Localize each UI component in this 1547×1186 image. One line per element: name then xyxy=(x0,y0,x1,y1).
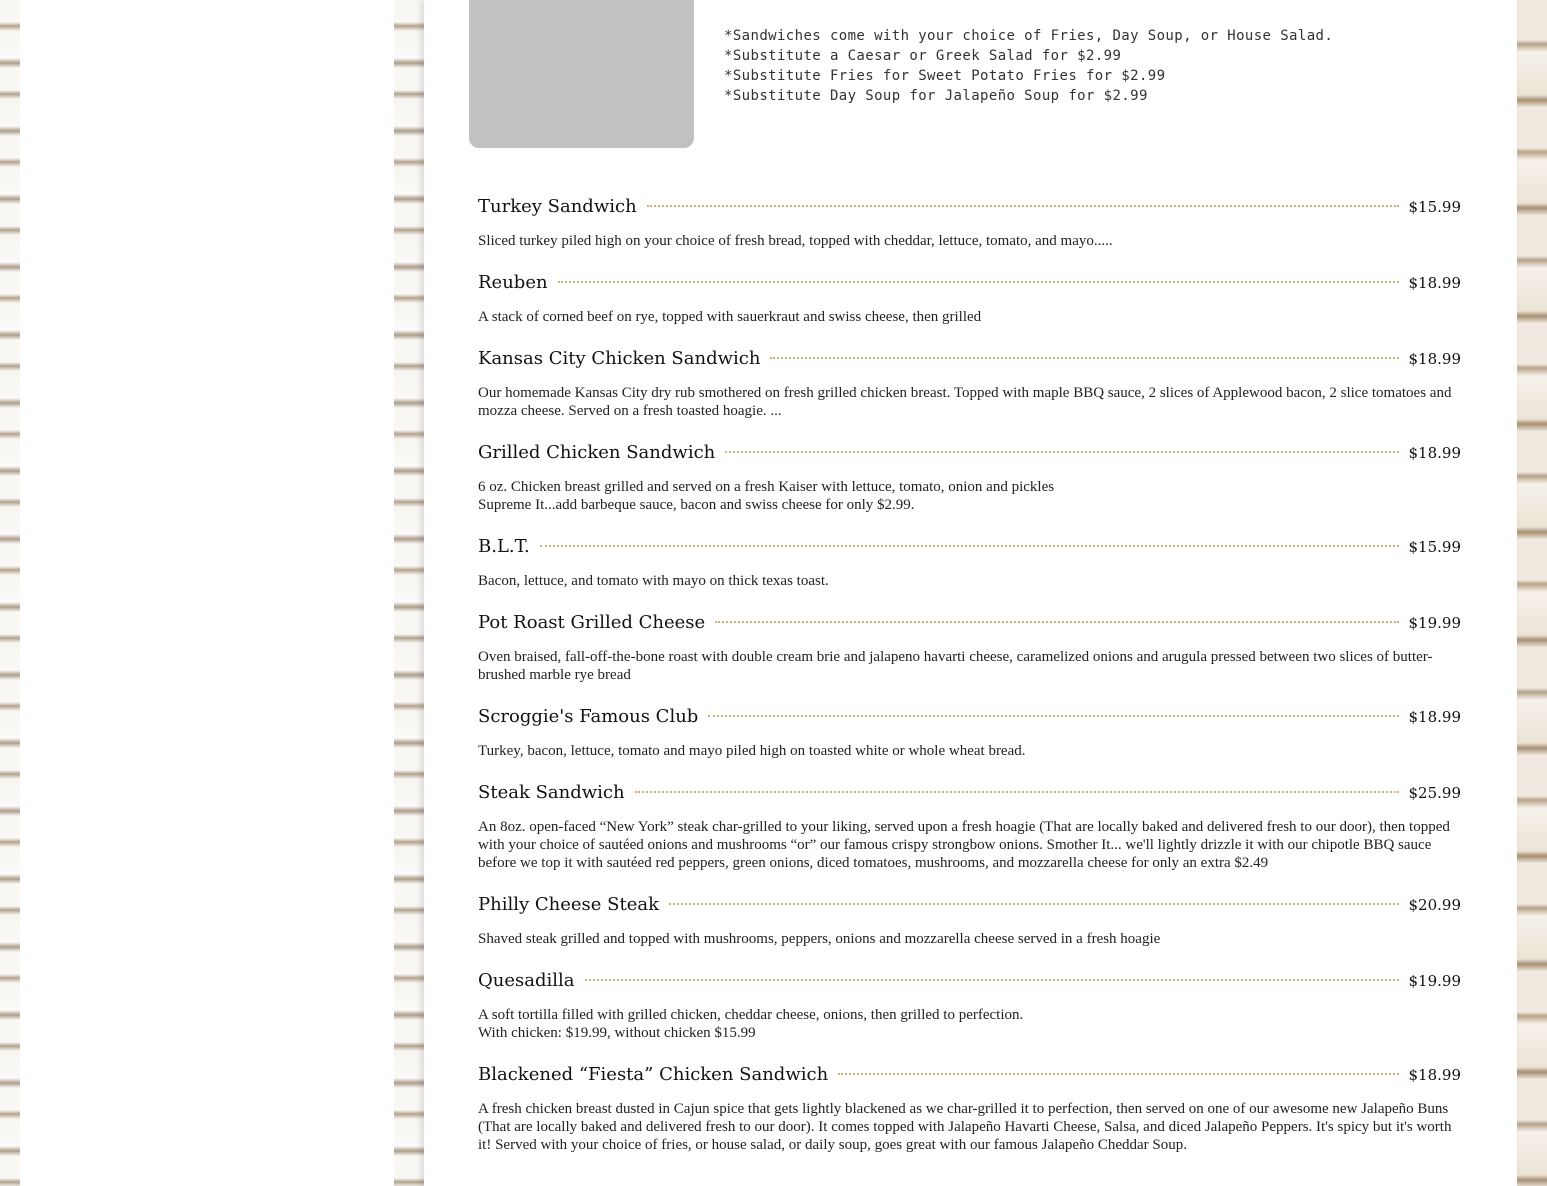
dotted-leader xyxy=(708,715,1398,717)
dotted-leader xyxy=(838,1073,1398,1075)
item-price: $18.99 xyxy=(1408,1066,1461,1084)
item-price: $15.99 xyxy=(1408,198,1461,216)
item-name: Blackened “Fiesta” Chicken Sandwich xyxy=(478,1064,829,1085)
item-price: $20.99 xyxy=(1408,896,1461,914)
item-name: Turkey Sandwich xyxy=(478,196,637,217)
menu-item xyxy=(478,1064,1461,1154)
menu-item xyxy=(478,894,1461,948)
menu-item xyxy=(478,442,1461,514)
item-price: $18.99 xyxy=(1408,444,1461,462)
item-price: $19.99 xyxy=(1408,972,1461,990)
menu-item xyxy=(478,612,1461,684)
menu-item xyxy=(478,782,1461,872)
menu-item xyxy=(478,536,1461,590)
item-name: Quesadilla xyxy=(478,970,575,991)
dotted-leader xyxy=(770,357,1398,359)
item-name: B.L.T. xyxy=(478,536,530,557)
item-price: $18.99 xyxy=(1408,350,1461,368)
note-line: *Substitute a Caesar or Greek Salad for $2.99 xyxy=(724,48,1122,64)
menu-photo-placeholder xyxy=(469,0,694,148)
item-price: $15.99 xyxy=(1408,538,1461,556)
left-sidebar-panel xyxy=(20,0,394,1186)
item-name: Grilled Chicken Sandwich xyxy=(478,442,716,463)
item-price: $25.99 xyxy=(1408,784,1461,802)
item-price: $18.99 xyxy=(1408,274,1461,292)
item-description: Bacon, lettuce, and tomato with mayo on thick texas toast. xyxy=(478,573,829,589)
item-description: Sliced turkey piled high on your choice of fresh bread, topped with cheddar, lettuce, tomato, and mayo..... xyxy=(478,233,1113,249)
note-line: *Substitute Day Soup for Jalapeño Soup for $2.99 xyxy=(724,88,1148,104)
dotted-leader xyxy=(715,621,1398,623)
menu-item xyxy=(478,970,1461,1042)
item-name: Steak Sandwich xyxy=(478,782,625,803)
item-name: Scroggie's Famous Club xyxy=(478,706,699,727)
menu-item xyxy=(478,706,1461,760)
item-name: Philly Cheese Steak xyxy=(478,894,660,915)
item-name: Pot Roast Grilled Cheese xyxy=(478,612,706,633)
dotted-leader xyxy=(635,791,1399,793)
dotted-leader xyxy=(540,545,1399,547)
dotted-leader xyxy=(725,451,1398,453)
item-description: Shaved steak grilled and topped with mushrooms, peppers, onions and mozzarella cheese served in a fresh hoagie xyxy=(478,931,1161,947)
note-line: *Substitute Fries for Sweet Potato Fries for $2.99 xyxy=(724,68,1166,84)
item-description: 6 oz. Chicken breast grilled and served on a fresh Kaiser with lettuce, tomato, onion and pickles Supreme It...add barbeque sauce, bacon and swiss cheese for only $2.99. xyxy=(478,479,1055,513)
item-description: A stack of corned beef on rye, topped with sauerkraut and swiss cheese, then grilled xyxy=(478,309,982,325)
item-description: Turkey, bacon, lettuce, tomato and mayo piled high on toasted white or whole wheat bread. xyxy=(478,743,1026,759)
menu-item xyxy=(478,196,1461,250)
dotted-leader xyxy=(558,281,1399,283)
dotted-leader xyxy=(585,979,1399,981)
item-price: $19.99 xyxy=(1408,614,1461,632)
dotted-leader xyxy=(647,205,1399,207)
item-price: $18.99 xyxy=(1408,708,1461,726)
note-line: *Sandwiches come with your choice of Fries, Day Soup, or House Salad. xyxy=(724,28,1334,44)
menu-item xyxy=(478,272,1461,326)
menu-item xyxy=(478,348,1461,420)
sandwich-notes xyxy=(724,26,1333,106)
dotted-leader xyxy=(669,903,1398,905)
item-name: Reuben xyxy=(478,272,548,293)
item-description: Oven braised, fall-off-the-bone roast with double cream brie and jalapeno havarti cheese, caramelized onions and arugula pressed between two slices of butter-brushed marble rye bread xyxy=(478,649,1433,683)
menu-panel xyxy=(424,0,1517,1186)
item-name: Kansas City Chicken Sandwich xyxy=(478,348,761,369)
item-description: A soft tortilla filled with grilled chicken, cheddar cheese, onions, then grilled to perfection. With chicken: $19.99, without chicken $15.99 xyxy=(478,1007,1024,1041)
item-description: Our homemade Kansas City dry rub smothered on fresh grilled chicken breast. Topped with maple BBQ sauce, 2 slices of Applewood bacon, 2 slice tomatoes and mozza cheese. Served on a fresh toasted hoagie. ... xyxy=(478,385,1452,419)
item-description: An 8oz. open-faced “New York” steak char-grilled to your liking, served upon a fresh hoagie (That are locally baked and delivered fresh to our door), then topped with your choice of sautéed onions and mushrooms “or” our famous crispy strongbow onions. Smother It... we'll lightly drizzle it with our chipotle BBQ sauce before we top it with sautéed red peppers, green onions, diced tomatoes, mushrooms, and mozzarella cheese for only an extra $2.49 xyxy=(478,819,1450,871)
wood-background-edge xyxy=(1517,0,1547,1186)
sandwich-menu-list xyxy=(478,196,1461,1176)
item-description: A fresh chicken breast dusted in Cajun spice that gets lightly blackened as we char-grilled it to perfection, then served on one of our awesome new Jalapeño Buns (That are locally baked and delivered fresh to our door). It comes topped with Jalapeño Havarti Cheese, Salsa, and diced Jalapeño Peppers. It's spicy but it's worth it! Served with your choice of fries, or house salad, or daily soup, goes great with our famous Jalapeño Cheddar Soup. xyxy=(478,1101,1452,1153)
